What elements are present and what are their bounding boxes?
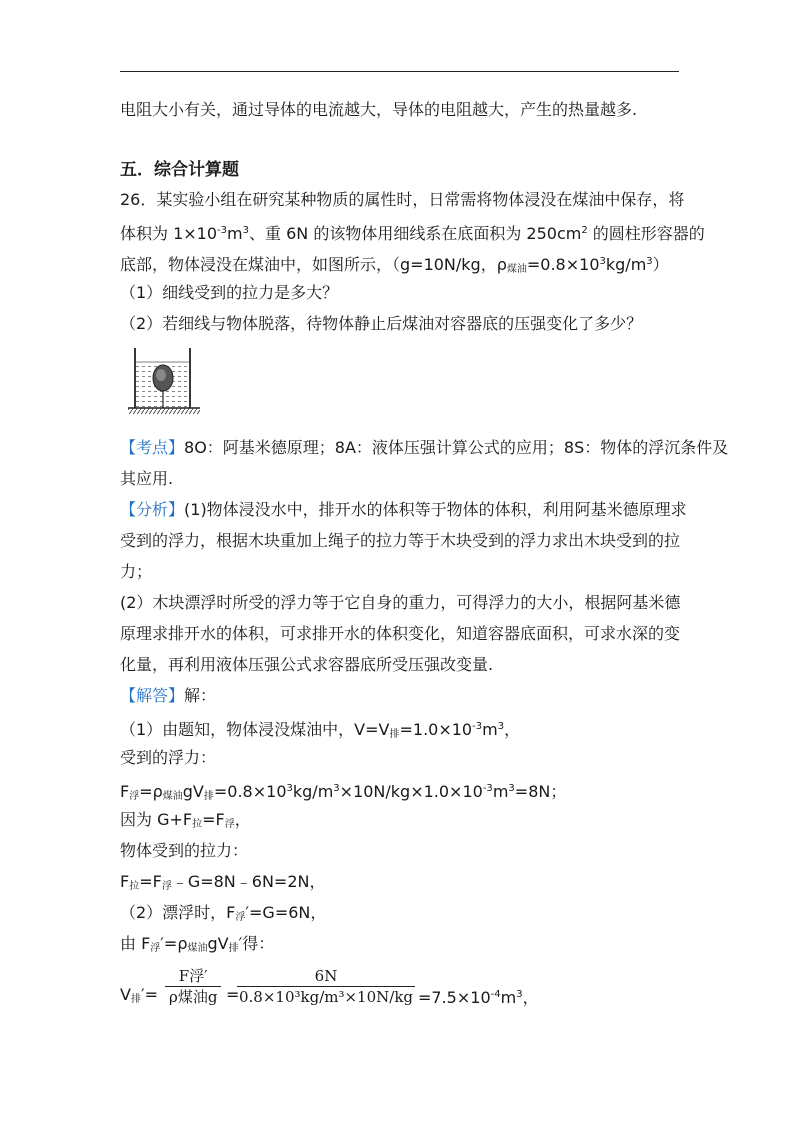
jieda-line-3: $F_浮=\rho_{煤油}gV_排=0.8\times 10^3kg/m^3\times 10N/kg\times 1.0\times 10^{-3}m^3=8N$； bbox=[120, 782, 567, 802]
fenxi-line-3: 力； bbox=[120, 562, 153, 581]
fenxi-line-2: 受到的浮力，根据木块重加上绳子的拉力等于木块受到的浮力求出木块受到的拉 bbox=[120, 531, 681, 550]
formula-left: $V_排'=$ bbox=[120, 985, 158, 1005]
problem-line-2: 体积为 $1\times 10^{-3}m^3$、重 6N 的该物体用细线系在底面积为 $250cm^2$ 的圆柱形容器的 bbox=[120, 224, 705, 243]
fraction-1 bbox=[165, 966, 221, 1007]
fenxi-tag: 【分析】 bbox=[120, 500, 185, 519]
fenxi-line-6: 化量，再利用液体压强公式求容器底所受压强改变量. bbox=[120, 655, 494, 674]
fraction-2-denominator: 0.8×10³kg/m³×10N/kg bbox=[238, 988, 414, 1006]
kaodian-tag: 【考点】 bbox=[120, 438, 185, 457]
fraction-2-numerator: 6N bbox=[314, 967, 338, 985]
jieda-line-1: （1）由题知，物体浸没煤油中，$V=V_排=1.0\times 10^{-3}m^3$， bbox=[120, 720, 521, 740]
fraction-1-denominator: ρ煤油g bbox=[169, 988, 218, 1006]
question-2: （2）若细线与物体脱落，待物体静止后煤油对容器底的压强变化了多少？ bbox=[120, 314, 643, 333]
formula-equals: = bbox=[226, 985, 240, 1004]
jieda-line-8: 由 $F_浮'=\rho_{煤油}gV_排'$得： bbox=[120, 934, 275, 954]
section-heading: 五．综合计算题 bbox=[120, 160, 239, 180]
jieda-line-4: 因为 $G+F_拉=F_浮$， bbox=[120, 810, 251, 830]
formula-result: $=7.5\times 10^{-4}m^3$， bbox=[418, 988, 539, 1007]
jieda-line-7: （2）漂浮时，$F_浮'=G=6N$， bbox=[120, 903, 327, 923]
fenxi-line-5: 原理求排开水的体积，可求排开水的体积变化，知道容器底面积，可求水深的变 bbox=[120, 624, 681, 643]
jieda-line-2: 受到的浮力： bbox=[120, 748, 217, 767]
problem-line-1: 26．某实验小组在研究某种物质的属性时，日常需将物体浸没在煤油中保存，将 bbox=[120, 190, 685, 209]
fenxi-line-4: (2）木块漂浮时所受的浮力等于它自身的重力，可得浮力的大小，根据阿基米德 bbox=[120, 593, 681, 612]
header-rule bbox=[120, 71, 679, 72]
fraction-2 bbox=[237, 966, 415, 1007]
container-figure bbox=[124, 344, 204, 416]
kaodian-line-1: 【考点】8O：阿基米德原理；8A：液体压强计算公式的应用；8S：物体的浮沉条件及 bbox=[120, 438, 729, 457]
question-1: （1）细线受到的拉力是多大？ bbox=[120, 283, 339, 302]
continuation-line: 电阻大小有关，通过导体的电流越大，导体的电阻越大，产生的热量越多. bbox=[120, 100, 638, 119]
jieda-line-6: $F_拉=F_浮﹣G=8N﹣6N=2N$， bbox=[120, 872, 326, 892]
jieda-line-tag: 【解答】解： bbox=[120, 686, 217, 705]
fraction-1-numerator: F浮′ bbox=[178, 967, 208, 985]
kaodian-line-2: 其应用. bbox=[120, 469, 174, 488]
jieda-tag: 【解答】 bbox=[120, 686, 185, 705]
fenxi-line-1: 【分析】(1)物体浸没水中，排开水的体积等于物体的体积，利用阿基米德原理求 bbox=[120, 500, 687, 519]
problem-line-3: 底部，物体浸没在煤油中，如图所示，（g=10N/kg，$\rho_{煤油}=0.8\times 10^3kg/m^3$） bbox=[120, 255, 669, 275]
jieda-line-5: 物体受到的拉力： bbox=[120, 841, 249, 860]
